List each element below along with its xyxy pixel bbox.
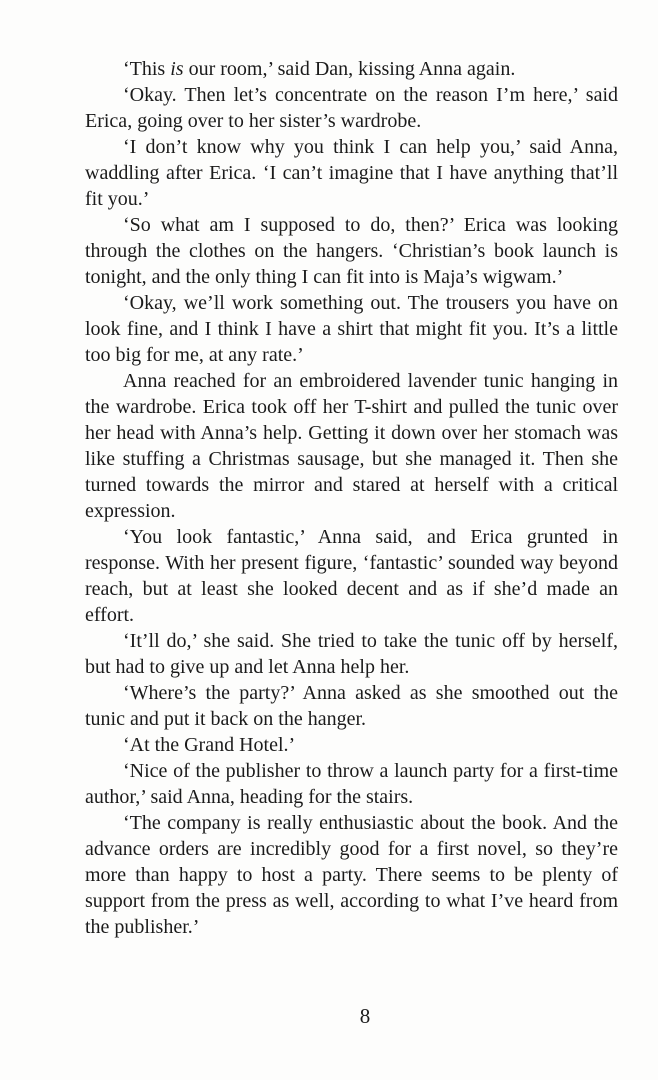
paragraph: Anna reached for an embroidered lavender tunic hanging in the wardrobe. Erica took off her T-shirt and pulled the tunic over her head with Anna’s help. Getting it down over her stomach was like stuffing a Christmas sausage, but she managed it. Then she turned towards the mirror and stared at herself with a critical expression. (85, 370, 618, 522)
paragraph: ‘Nice of the publisher to throw a launch party for a first-time author,’ said Anna, heading for the stairs. (85, 760, 618, 808)
body-text (85, 56, 618, 940)
paragraph-italic-text: is (170, 58, 184, 80)
paragraph: ‘Where’s the party?’ Anna asked as she smoothed out the tunic and put it back on the hanger. (85, 682, 618, 730)
paragraph: ‘Okay. Then let’s concentrate on the reason I’m here,’ said Erica, going over to her sister’s wardrobe. (85, 84, 618, 132)
paragraph: ‘The company is really enthusiastic about the book. And the advance orders are incredibly good for a first novel, so they’re more than happy to host a party. There seems to be plenty of support from the press as well, according to what I’ve heard from the publisher.’ (85, 812, 618, 938)
paragraph: ‘At the Grand Hotel.’ (123, 734, 296, 756)
paragraph (85, 56, 618, 82)
page-number: 8 (359, 1004, 371, 1028)
paragraph: ‘So what am I supposed to do, then?’ Erica was looking through the clothes on the hangers. ‘Christian’s book launch is tonight, and the only thing I can fit into is Maja’s wigwam.’ (85, 214, 618, 288)
paragraph: ‘I don’t know why you think I can help you,’ said Anna, waddling after Erica. ‘I can’t imagine that I have anything that’ll fit you.’ (85, 136, 618, 210)
paragraph-text: our room,’ said Dan, kissing Anna again. (183, 58, 516, 80)
paragraph: ‘You look fantastic,’ Anna said, and Erica grunted in response. With her present figure, ‘fantastic’ sounded way beyond reach, but at least she looked decent and as if she’d made an effort. (85, 526, 618, 626)
paragraph: ‘It’ll do,’ she said. She tried to take the tunic off by herself, but had to give up and let Anna help her. (85, 630, 618, 678)
paragraph-text: ‘This (123, 58, 171, 80)
paragraph: ‘Okay, we’ll work something out. The trousers you have on look fine, and I think I have a shirt that might fit you. It’s a little too big for me, at any rate.’ (85, 292, 618, 366)
